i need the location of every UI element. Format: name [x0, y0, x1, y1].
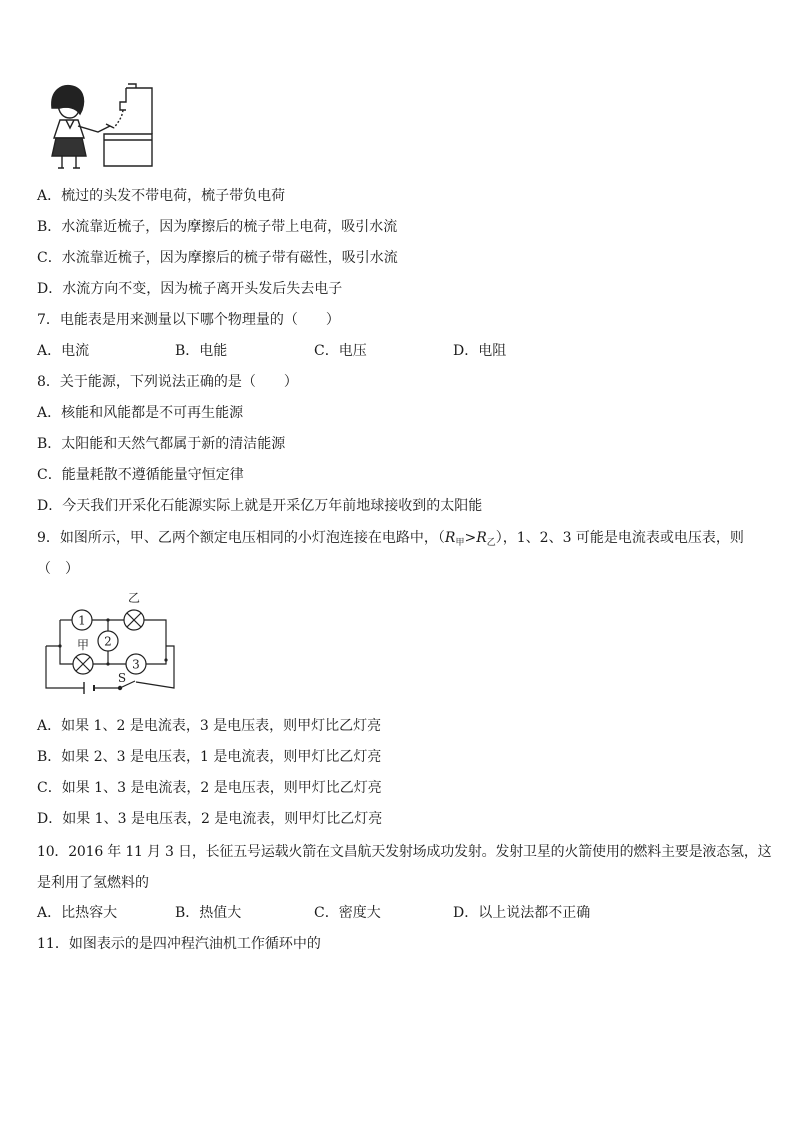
q7-option-d: D．电阻: [453, 343, 507, 359]
q8-option-d: D．今天我们开采化石能源实际上就是开采亿万年前地球接收到的太阳能: [37, 498, 483, 514]
q9-sub-yi: 乙: [486, 538, 496, 548]
q9-stem-part2: ），1、2、3 可能是电流表或电压表，则: [495, 530, 744, 546]
q9-sub-jia: 甲: [455, 538, 465, 548]
q6-option-a: A．梳过的头发不带电荷，梳子带负电荷: [37, 188, 286, 204]
q9-meter-1: [72, 610, 92, 630]
q7-option-a: A．电流: [37, 343, 90, 359]
q9-r-symbol-2: R: [476, 530, 487, 546]
q9-stem-line2: （ ）: [37, 561, 79, 577]
q10-option-d: D．以上说法都不正确: [453, 905, 591, 921]
q7-stem: 7．电能表是用来测量以下哪个物理量的（ ）: [37, 312, 340, 328]
q9-meter-3-label: 3: [132, 657, 140, 672]
q8-option-c: C．能量耗散不遵循能量守恒定律: [37, 467, 244, 483]
q9-meter-2-label: 2: [104, 634, 112, 649]
q9-lamp-jia-label: 甲: [76, 638, 90, 652]
q9-lamp-jia: [73, 654, 93, 674]
q9-r-symbol: R: [444, 530, 456, 546]
q6-option-d: D．水流方向不变，因为梳子离开头发后失去电子: [37, 281, 343, 297]
q9-meter-3: [126, 654, 146, 674]
q9-meter-1-label: 1: [78, 613, 86, 628]
q10-option-b: B．热值大: [175, 905, 242, 921]
q9-stem: [37, 528, 744, 553]
q8-option-a: A．核能和风能都是不可再生能源: [37, 405, 244, 421]
q6-option-c: C．水流靠近梳子，因为摩擦后的梳子带有磁性，吸引水流: [37, 250, 398, 266]
q9-gt: >: [464, 530, 477, 546]
q9-lamp-yi-label: 乙: [127, 591, 141, 605]
girl-comb-water-illustration: [40, 80, 160, 172]
q9-option-a: A．如果 1、2 是电流表，3 是电压表，则甲灯比乙灯亮: [37, 718, 382, 734]
q8-option-b: B．太阳能和天然气都属于新的清洁能源: [37, 436, 286, 452]
q10-option-c: C．密度大: [314, 905, 381, 921]
q9-meter-2: [98, 631, 118, 651]
q7-option-c: C．电压: [314, 343, 367, 359]
q9-option-c: C．如果 1、3 是电流表，2 是电压表，则甲灯比乙灯亮: [37, 780, 382, 796]
q10-option-a: A．比热容大: [37, 905, 118, 921]
q9-option-b: B．如果 2、3 是电压表，1 是电流表，则甲灯比乙灯亮: [37, 749, 382, 765]
q10-stem-line1: 10．2016 年 11 月 3 日，长征五号运载火箭在文昌航天发射场成功发射。发射卫星的火箭使用的燃料主要是液态氢，这: [37, 844, 772, 860]
q9-lamp-yi: [124, 610, 144, 630]
q9-stem-part1: 9．如图所示，甲、乙两个额定电压相同的小灯泡连接在电路中，（: [37, 530, 445, 546]
q9-switch-label: S: [117, 671, 127, 685]
q11-stem: 11．如图表示的是四冲程汽油机工作循环中的: [37, 936, 321, 952]
q6-option-b: B．水流靠近梳子，因为摩擦后的梳子带上电荷，吸引水流: [37, 219, 398, 235]
q7-option-b: B．电能: [175, 343, 228, 359]
q9-circuit-diagram: [40, 590, 180, 698]
q8-stem: 8．关于能源，下列说法正确的是（ ）: [37, 374, 298, 390]
q10-stem-line2: 是利用了氢燃料的: [37, 875, 149, 891]
q9-option-d: D．如果 1、3 是电压表，2 是电流表，则甲灯比乙灯亮: [37, 811, 383, 827]
